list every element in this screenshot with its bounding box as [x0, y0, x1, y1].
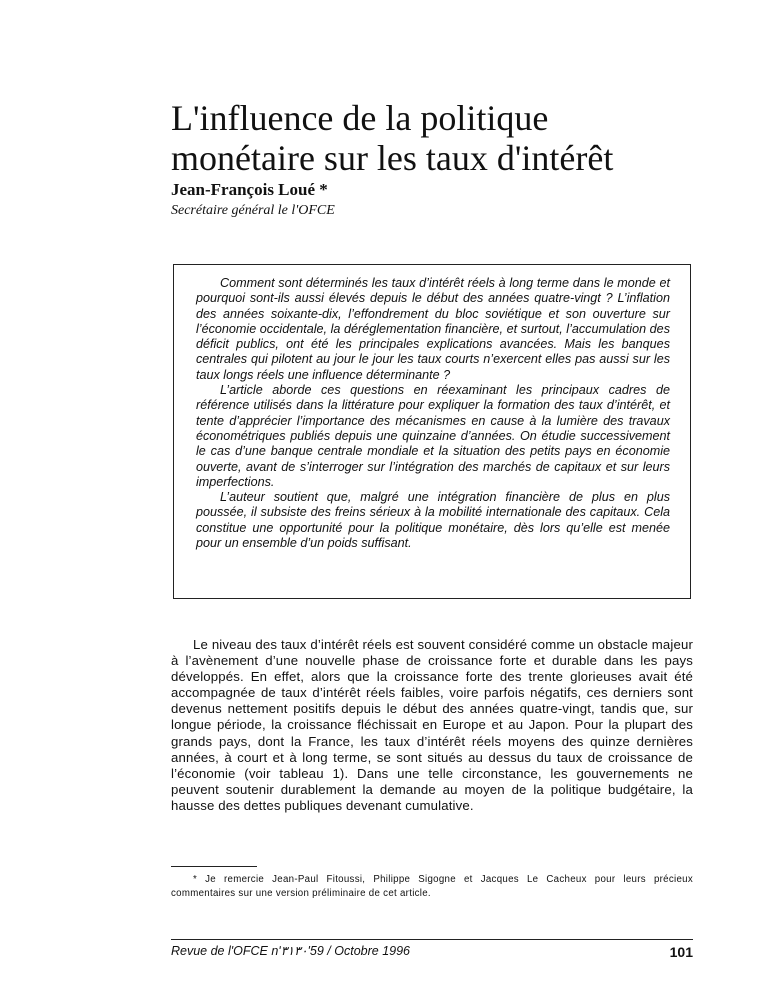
abstract-paragraph-2: L’article aborde ces questions en réexaminant les principaux cadres de référence utilisés dans la littérature pour expliquer la formation des taux d’intérêt, et tente d’apprécier l’importance des mécanismes en cause à la lumière des travaux économétriques publiés depuis une quinzaine d’années. On étudie successivement le cas d’une banque centrale mondiale et la situation des petits pays en économie ouverte, avant de s’interroger sur l’intégration des marchés de capitaux et sur leurs imperfections. — [196, 383, 670, 489]
author-affiliation: Secrétaire général le l'OFCE — [171, 203, 335, 218]
abstract-paragraph-3: L’auteur soutient que, malgré une intégration financière de plus en plus poussée, il subsiste des freins sérieux à la mobilité internationale des capitaux. Cela constitue une opportunité pour la politique monétaire, dès lors qu’elle est menée pour un ensemble d’un poids suffisant. — [196, 490, 670, 551]
page-number: 101 — [669, 944, 693, 960]
article-title — [171, 98, 691, 178]
footnote: * Je remercie Jean-Paul Fitoussi, Philippe Sigogne et Jacques Le Cacheux pour leurs précieux commentaires sur une version préliminaire de cet article. — [171, 874, 693, 899]
title-line-1: L'influence de la politique — [171, 98, 549, 138]
title-line-2: monétaire sur les taux d'intérêt — [171, 138, 614, 178]
footer-divider — [171, 939, 693, 940]
author-name: Jean-François Loué * — [171, 180, 328, 199]
abstract-box — [173, 264, 691, 599]
footnote-divider — [171, 866, 257, 867]
abstract — [196, 276, 670, 551]
body-paragraph: Le niveau des taux d’intérêt réels est souvent considéré comme un obstacle majeur à l’avènement d’une nouvelle phase de croissance forte et durable dans les pays développés. En effet, alors que la croissance forte des trente glorieuses avait été accompagnée de taux d’intérêt réels faibles, voire parfois négatifs, ces derniers sont devenus nettement positifs depuis le début des années quatre-vingt, tandis que, sur longue période, la croissance fléchissait en Europe et au Japon. Pour la plupart des grands pays, dont la France, les taux d’intérêt réels moyens des quinze dernières années, à court et à long terme, se sont situés au dessus du taux de croissance de l’économie (voir tableau 1). Dans une telle circonstance, les gouvernements ne peuvent soutenir durablement la demande au moyen de la politique budgétaire, la hausse des dettes publiques devenant cumulative. — [171, 637, 693, 813]
abstract-paragraph-1: Comment sont déterminés les taux d’intérêt réels à long terme dans le monde et pourquoi sont-ils aussi élevés depuis le début des années quatre-vingt ? L’inflation des années soixante-dix, l’effondrement du bloc soviétique et son ouverture sur l’économie occidentale, la déréglementation financière, et surtout, l’accumulation des déficit publics, ont été les principales explications avancées. Mais les banques centrales qui pilotent au jour le jour les taux courts n’exercent elles pas aussi sur les taux longs réels une influence déterminante ? — [196, 276, 670, 382]
journal-reference: Revue de l'OFCE nʹ٣١٣٠'59 / Octobre 1996 — [171, 944, 411, 958]
